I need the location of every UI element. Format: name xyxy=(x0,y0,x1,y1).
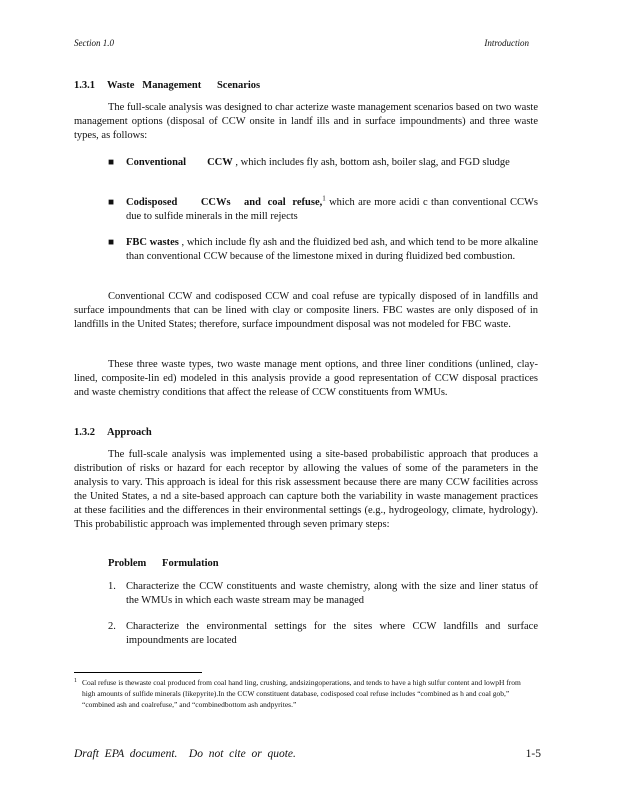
heading-1-3-1 xyxy=(74,80,260,91)
heading-title: Approach xyxy=(107,427,152,438)
heading-title: Waste Management Scenarios xyxy=(107,80,261,91)
heading-number: 1.3.1 xyxy=(74,80,95,91)
page-number: 1-5 xyxy=(525,748,541,760)
bullet-text: , which include fly ash and the fluidized bed ash, and which tend to be more alkaline than conventional CCW because of the limestone mixed in during fluidized bed combustion. xyxy=(126,237,538,262)
draft-notice: Draft EPA document. Do not cite or quote. xyxy=(74,748,296,760)
bullet-text: which are more acidi c than conventional CCWs due to sulfide minerals in the mill rejects xyxy=(126,197,539,222)
footnote xyxy=(74,677,534,710)
chapter-header: Introduction xyxy=(484,38,529,48)
bullet-item xyxy=(108,196,538,224)
paragraph: The full-scale analysis was implemented using a site-based probabilistic approach that produces a distribution of risks or hazard for each receptor by allowing the values of some of the parameters in the analysis to vary. This approach is ideal for this risk assessment because there are many CCW facilities across the United States, a nd a site-based approach can capture both the variability in waste management practices at these facilities and the differences in their environmental settings (e.g., hydrogeology, climate, hydrology). This probabilistic approach was implemented through seven primary steps: xyxy=(74,449,538,530)
heading-1-3-2 xyxy=(74,427,152,438)
bullet-text: , which includes fly ash, bottom ash, boiler slag, and FGD sludge xyxy=(232,157,510,168)
list-text: Characterize the environmental settings for the sites where CCW landfills and surface impoundments are located xyxy=(126,621,538,646)
bullet-item xyxy=(108,156,538,170)
bullet-icon: ■ xyxy=(108,237,115,248)
bullet-icon: ■ xyxy=(108,157,115,168)
paragraph: The full-scale analysis was designed to char acterize waste management scenarios based on two waste management options (disposal of CCW onsite in landf ills and in surface impoundments) and three waste types, as follows: xyxy=(74,102,538,141)
subheading: Problem Formulation xyxy=(108,558,219,569)
bullet-term: Codisposed CCWs and coal refuse, xyxy=(126,197,323,208)
bullet-term: Conventional CCW xyxy=(126,157,233,168)
paragraph: Conventional CCW and codisposed CCW and coal refuse are typically disposed of in landfills and surface impoundments that can be lined with clay or composite liners. FBC wastes are only disposed of in landfills in the United States; therefore, surface impoundment disposal was not modeled for FBC waste. xyxy=(74,291,538,330)
footnote-number: 1 xyxy=(74,678,77,684)
bullet-item xyxy=(108,236,538,264)
bullet-term: FBC wastes xyxy=(126,237,179,248)
footnote-ref: 1 xyxy=(322,194,326,203)
paragraph: These three waste types, two waste manage ment options, and three liner conditions (unlined, clay-lined, composite-lin ed) modeled in this analysis provide a good representation of CCW disposal practices and waste chemistry conditions that affect the release of CCW constituents from WMUs. xyxy=(74,359,538,398)
list-number: 1. xyxy=(108,581,116,592)
bullet-icon: ■ xyxy=(108,197,115,208)
list-number: 2. xyxy=(108,621,116,632)
list-text: Characterize the CCW constituents and waste chemistry, along with the size and liner status of the WMUs in which each waste stream may be managed xyxy=(126,581,538,606)
list-item xyxy=(108,580,538,608)
section-header: Section 1.0 xyxy=(74,38,114,48)
list-item xyxy=(108,620,538,648)
footnote-text: Coal refuse is thewaste coal produced from coal hand ling, crushing, andsizingoperations, and tends to have a high sulfur content and lowpH from high amounts of sulfide minerals (likepyrite).In the CCW constituent database, codisposed coal refuse includes “combined as h and coal gob,” “combined ash and coalrefuse,” and “combinedbottom ash andpyrites.” xyxy=(82,678,521,709)
footnote-rule xyxy=(74,672,202,673)
heading-number: 1.3.2 xyxy=(74,427,95,438)
